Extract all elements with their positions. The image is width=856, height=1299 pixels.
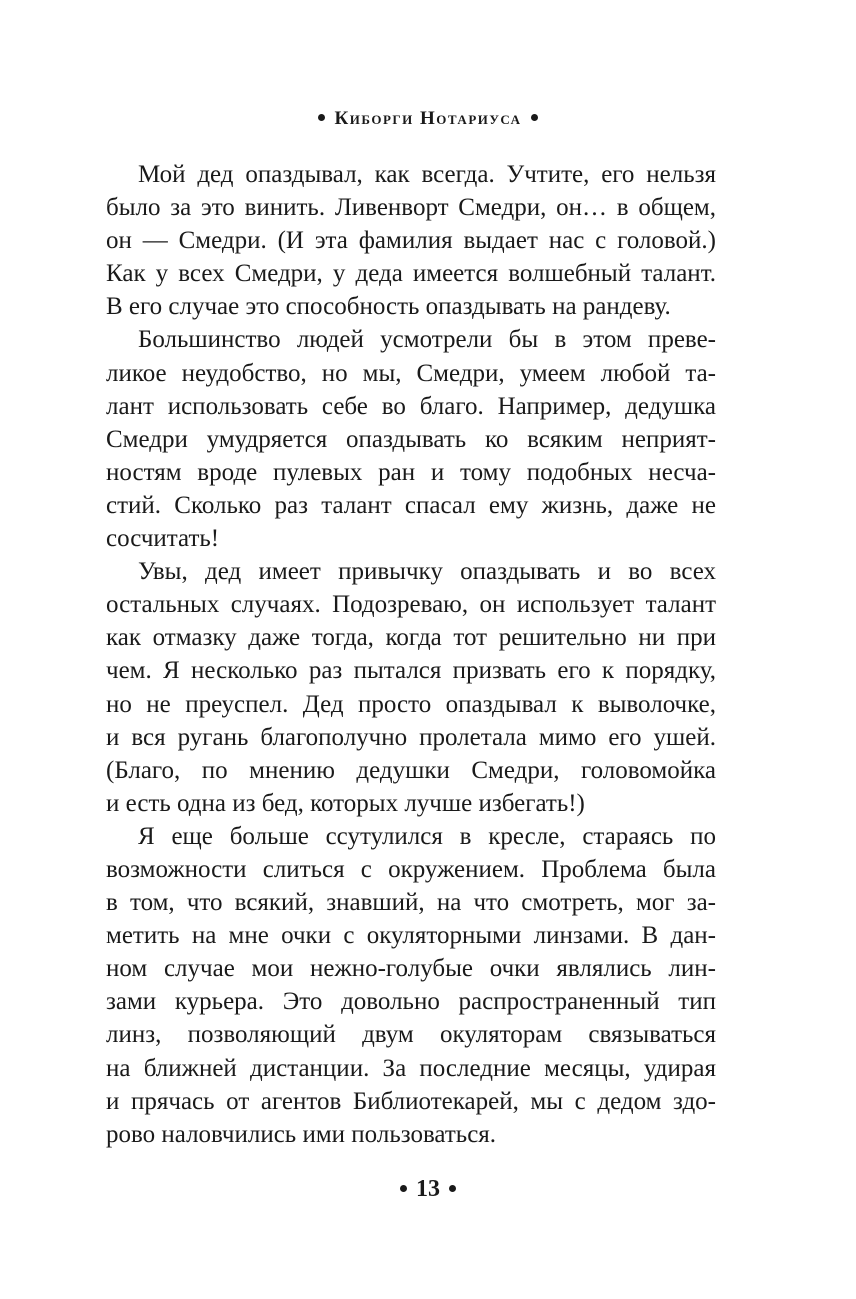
text-line: стий. Сколько раз талант спасал ему жизнь, даже не (106, 491, 716, 519)
body-text (106, 158, 716, 1151)
text-line: ном случае мои нежно-голубые очки являлись лин- (106, 955, 716, 983)
text-line: метить на мне очки с окуляторными линзами. В дан- (106, 922, 716, 950)
bullet-right-icon (531, 114, 538, 121)
text-line: Смедри умудряется опаздывать ко всяким неприят- (106, 425, 716, 453)
text-line: рово наловчились ими пользоваться. (106, 1120, 497, 1148)
text-line: Как у всех Смедри, у деда имеется волшебный талант. (106, 260, 716, 288)
text-line: и вся ругань благополучно пролетала мимо его ушей. (106, 723, 716, 751)
text-line: линз, позволяющий двум окуляторам связываться (106, 1021, 716, 1049)
text-line: в том, что всякий, знавший, на что смотреть, мог за- (106, 889, 716, 917)
text-line: и есть одна из бед, которых лучше избегать!) (106, 789, 585, 817)
text-line: (Благо, по мнению дедушки Смедри, головомойка (106, 756, 716, 784)
text-line: он — Смедри. (И эта фамилия выдает нас с головой.) (106, 227, 716, 255)
text-line: ностям вроде пулевых ран и тому подобных несча- (106, 458, 716, 486)
text-line: на ближней дистанции. За последние месяцы, удирая (106, 1054, 716, 1082)
text-line: зами курьера. Это довольно распространенный тип (106, 988, 716, 1016)
text-line: лант использовать себе во благо. Например, дедушка (106, 392, 716, 420)
text-line: и прячась от агентов Библиотекарей, мы с дедом здо- (106, 1087, 716, 1115)
text-line: сосчитать! (106, 525, 220, 553)
paragraph (106, 820, 716, 1151)
text-line: Увы, дед имеет привычку опаздывать и во всех (138, 558, 716, 586)
text-line: но не преуспел. Дед просто опаздывал к выволочке, (106, 690, 716, 718)
paragraph (106, 323, 716, 555)
bullet-left-icon (318, 114, 325, 121)
paragraph (106, 555, 716, 820)
text-line: чем. Я несколько раз пытался призвать его к порядку, (106, 657, 716, 685)
page-number-block (0, 1176, 856, 1203)
text-line: Большинство людей усмотрели бы в этом преве- (138, 326, 716, 354)
text-line: было за это винить. Ливенворт Смедри, он… в общем, (106, 194, 716, 222)
text-line: Я еще больше ссутулился в кресле, стараясь по (138, 822, 716, 850)
bullet-left-icon (400, 1185, 407, 1192)
running-head-title: Киборги Нотариуса (334, 108, 522, 129)
text-line: остальных случаях. Подозреваю, он использует талант (106, 591, 716, 619)
paragraph (106, 158, 716, 323)
page-number: 13 (416, 1176, 440, 1202)
text-line: Мой дед опаздывал, как всегда. Учтите, его нельзя (138, 161, 716, 188)
bullet-right-icon (449, 1185, 456, 1192)
text-line: В его случае это способность опаздывать на рандеву. (106, 293, 671, 321)
text-line: как отмазку даже тогда, когда тот решительно ни при (106, 624, 716, 652)
text-line: возможности слиться с окружением. Проблема была (106, 855, 716, 883)
running-head (0, 108, 856, 130)
text-line: ликое неудобство, но мы, Смедри, умеем любой та- (106, 359, 716, 387)
